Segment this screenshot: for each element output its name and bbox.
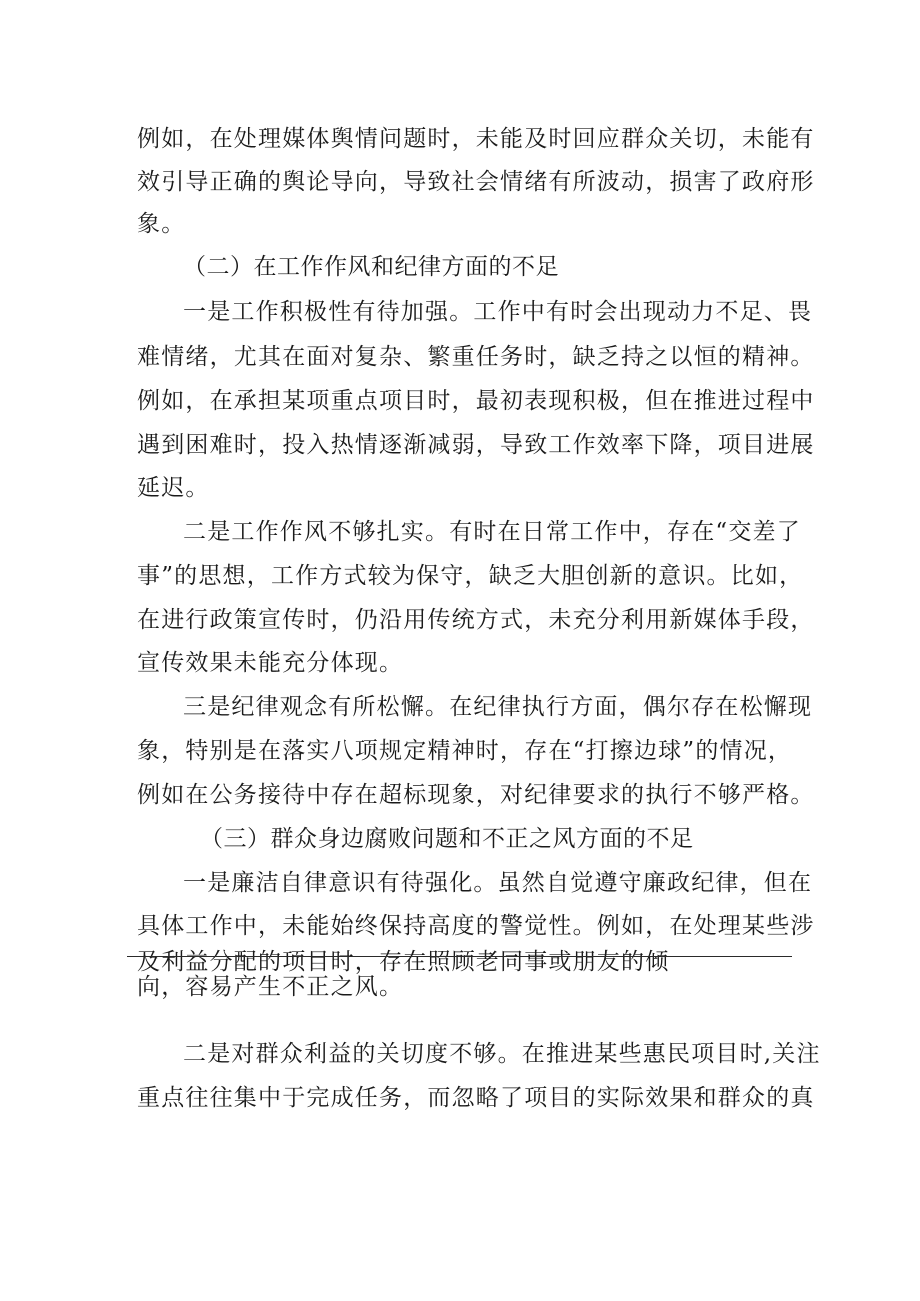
paragraph-line: 象，特别是在落实八项规定精神时，存在“打擦边球”的情况， xyxy=(137,738,793,764)
paragraph-line: 事”的思想，工作方式较为保守，缺乏大胆创新的意识。比如， xyxy=(137,563,804,589)
section-heading-3: （三）群众身边腐败问题和不正之风方面的不足 xyxy=(200,826,694,852)
paragraph-line: 在进行政策宣传时，仍沿用传统方式，未充分利用新媒体手段， xyxy=(137,607,815,633)
paragraph-line: 遇到困难时，投入热情逐渐减弱，导致工作效率下降，项目进展 xyxy=(137,432,815,458)
section-heading-2: （二）在工作作风和纪律方面的不足 xyxy=(183,254,559,280)
paragraph-line: 二是工作作风不够扎实。有时在日常工作中，存在“交差了 xyxy=(183,519,801,545)
paragraph-line: 一是廉洁自律意识有待强化。虽然自觉遵守廉政纪律，但在 xyxy=(183,870,813,896)
page-break-divider xyxy=(127,956,792,957)
paragraph-line: 向，容易产生不正之风。 xyxy=(137,974,404,1000)
paragraph-line: 重点往往集中于完成任务，而忽略了项目的实际效果和群众的真 xyxy=(137,1085,815,1111)
paragraph-line: 二是对群众利益的关切度不够。在推进某些惠民项目时,关注 xyxy=(183,1041,821,1067)
paragraph-line: 难情绪，尤其在面对复杂、繁重任务时，缺乏持之以恒的精神。 xyxy=(137,344,815,370)
paragraph-line: 及利益分配的项目时，存在照顾老同事或朋友的倾 xyxy=(137,949,670,975)
paragraph-line: 象。 xyxy=(137,211,186,237)
paragraph-line: 延迟。 xyxy=(137,475,210,501)
paragraph-line: 例如，在承担某项重点项目时，最初表现积极，但在推进过程中 xyxy=(137,388,815,414)
paragraph-line: 例如在公务接待中存在超标现象，对纪律要求的执行不够严格。 xyxy=(137,782,815,808)
paragraph-line: 效引导正确的舆论导向，导致社会情绪有所波动，损害了政府形 xyxy=(137,169,815,195)
paragraph-line: 一是工作积极性有待加强。工作中有时会出现动力不足、畏 xyxy=(183,299,813,325)
paragraph-line: 三是纪律观念有所松懈。在纪律执行方面，偶尔存在松懈现 xyxy=(183,694,813,720)
paragraph-line: 具体工作中，未能始终保持高度的警觉性。例如，在处理某些涉 xyxy=(137,913,815,939)
paragraph-line: 宣传效果未能充分体现。 xyxy=(137,650,404,676)
paragraph-line: 例如，在处理媒体舆情问题时，未能及时回应群众关切，未能有 xyxy=(137,126,815,152)
